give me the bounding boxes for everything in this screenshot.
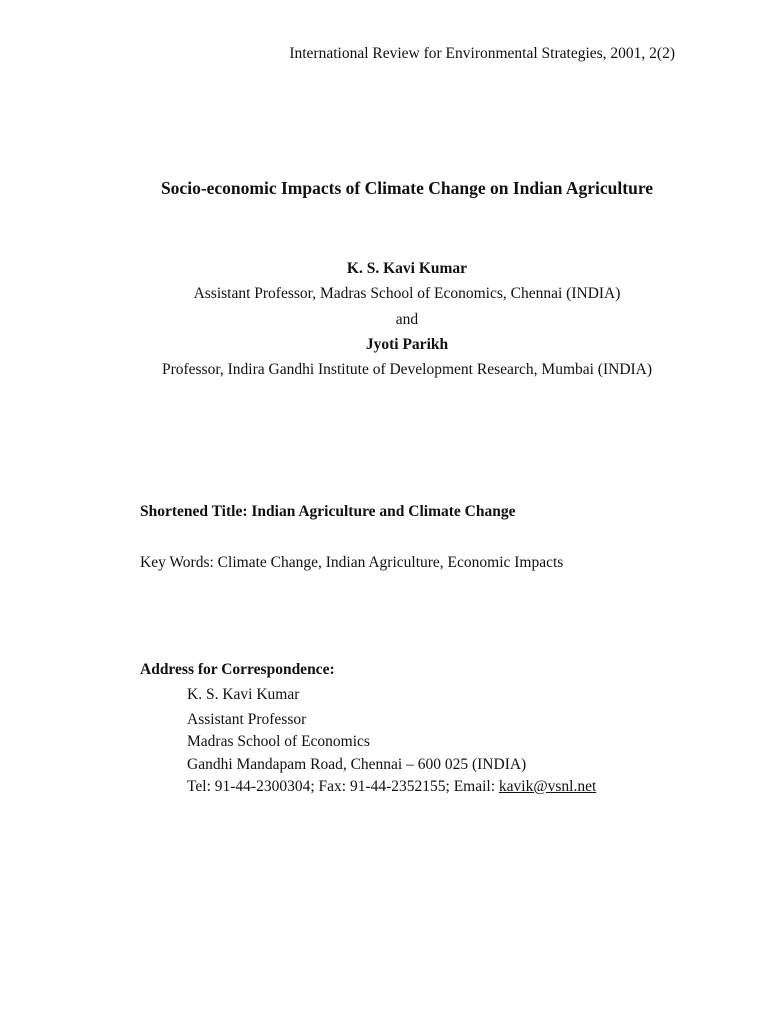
correspondence-position: Assistant Professor <box>187 711 307 728</box>
email-link[interactable]: kavik@vsnl.net <box>498 778 597 795</box>
correspondence-institution: Madras School of Economics <box>187 733 370 750</box>
correspondence-contact <box>187 778 596 796</box>
author-conjunction: and <box>395 311 419 328</box>
correspondence-name: K. S. Kavi Kumar <box>187 686 300 703</box>
journal-citation: International Review for Environmental Strategies, 2001, 2(2) <box>289 45 675 62</box>
author-affiliation-1: Assistant Professor, Madras School of Economics, Chennai (INDIA) <box>193 285 621 302</box>
correspondence-street: Gandhi Mandapam Road, Chennai – 600 025 (INDIA) <box>187 756 527 773</box>
key-words: Key Words: Climate Change, Indian Agriculture, Economic Impacts <box>140 554 564 571</box>
author-name-2: Jyoti Parikh <box>365 336 449 353</box>
author-name-1: K. S. Kavi Kumar <box>346 260 468 277</box>
paper-title: Socio-economic Impacts of Climate Change on Indian Agriculture <box>160 178 654 198</box>
author-affiliation-2: Professor, Indira Gandhi Institute of Development Research, Mumbai (INDIA) <box>161 361 653 378</box>
shortened-title: Shortened Title: Indian Agriculture and Climate Change <box>140 503 516 520</box>
contact-numbers: Tel: 91-44-2300304; Fax: 91-44-2352155; Email: <box>187 778 499 795</box>
correspondence-heading: Address for Correspondence: <box>140 661 335 678</box>
